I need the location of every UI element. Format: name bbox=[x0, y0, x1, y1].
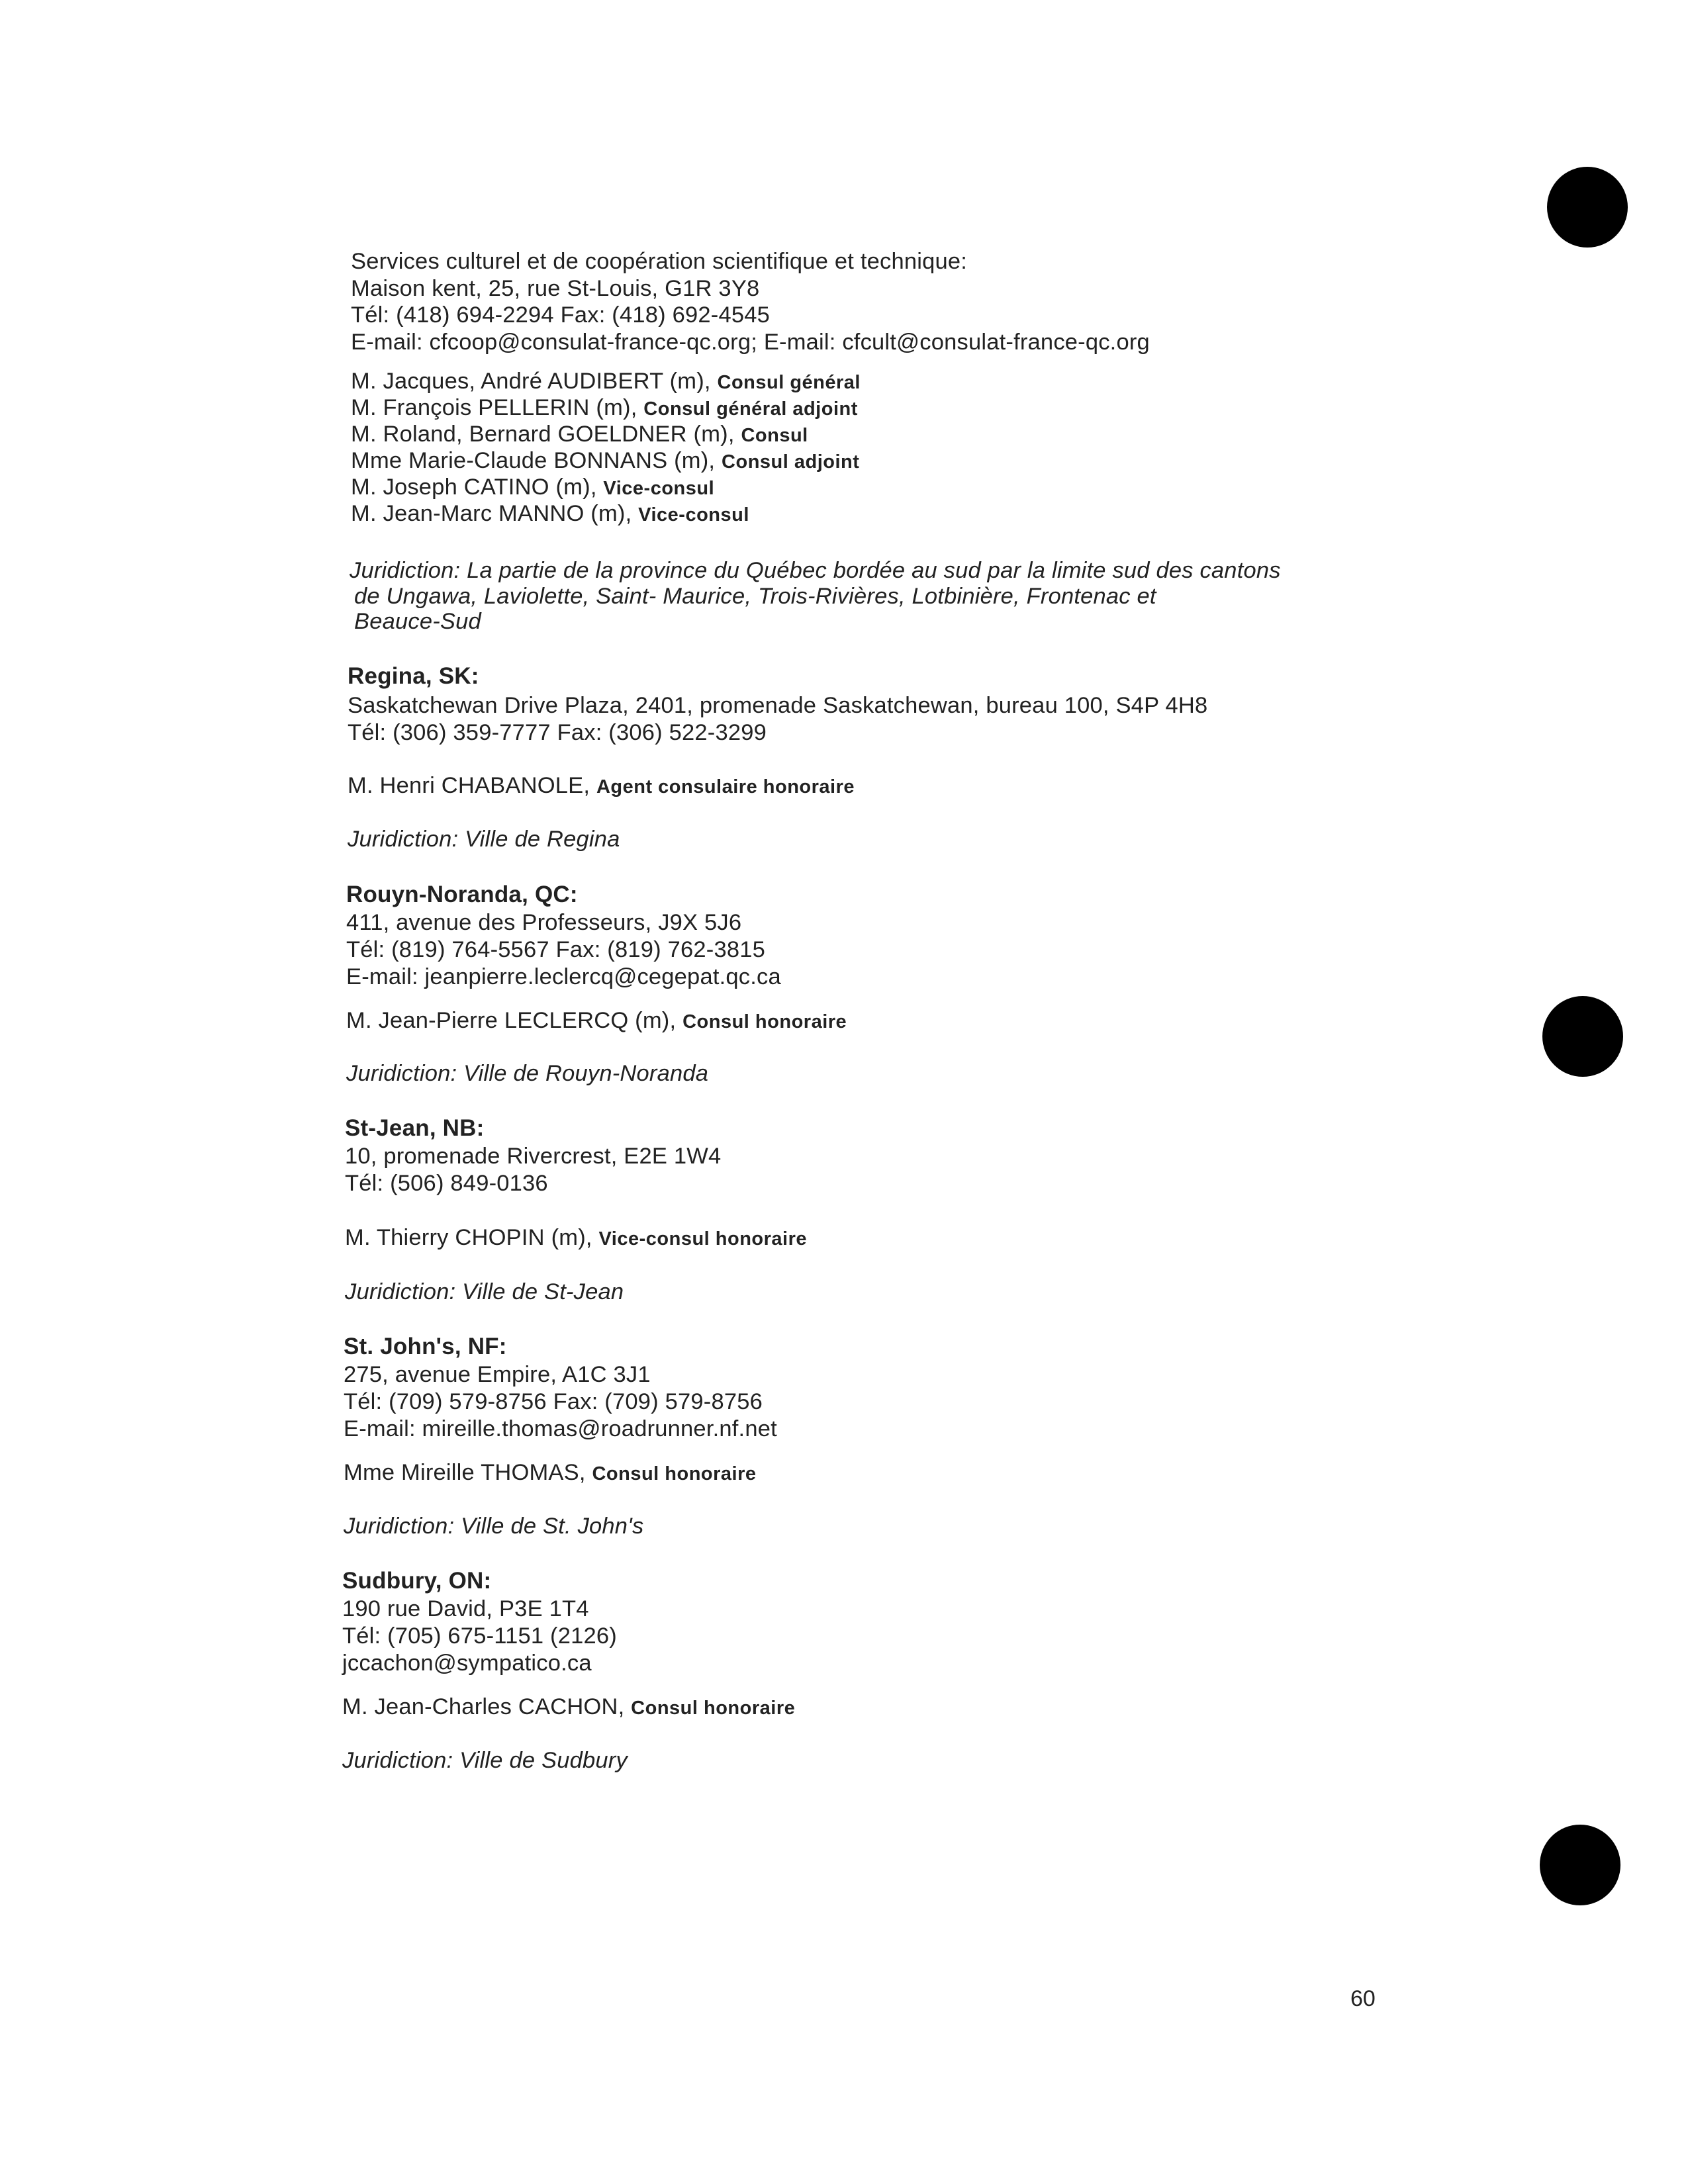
person-name: M. Jean-Charles CACHON, bbox=[342, 1694, 625, 1719]
person-name: M. Jean-Pierre LECLERCQ (m), bbox=[346, 1008, 677, 1033]
person-role: Consul honoraire bbox=[592, 1463, 757, 1484]
person-line bbox=[344, 1459, 757, 1487]
phone-line: Tél: (506) 849-0136 bbox=[345, 1171, 548, 1196]
person-name: Mme Mireille THOMAS, bbox=[344, 1460, 586, 1485]
person-role: Vice-consul honoraire bbox=[598, 1228, 808, 1250]
person-role: Consul honoraire bbox=[631, 1698, 796, 1719]
person-name: M. Roland, Bernard GOELDNER (m), bbox=[351, 422, 735, 447]
services-line: Services culturel et de coopération scientifique et technique: bbox=[351, 249, 968, 274]
person-name: M. Thierry CHOPIN (m), bbox=[345, 1225, 592, 1250]
person-name: M. Jean-Marc MANNO (m), bbox=[351, 501, 632, 526]
address-line: Saskatchewan Drive Plaza, 2401, promenade Saskatchewan, bureau 100, S4P 4H8 bbox=[348, 693, 1208, 718]
person-role: Agent consulaire honoraire bbox=[596, 776, 855, 797]
phone-line: Tél: (705) 675-1151 (2126) bbox=[342, 1623, 617, 1649]
person-line bbox=[351, 447, 859, 475]
jurisdiction-line: Juridiction: Ville de Rouyn-Noranda bbox=[346, 1061, 709, 1086]
email-line: jccachon@sympatico.ca bbox=[342, 1651, 592, 1676]
person-role: Consul adjoint bbox=[722, 451, 860, 473]
jurisdiction-line: Juridiction: Ville de St-Jean bbox=[345, 1279, 624, 1304]
phone-line: Tél: (306) 359-7777 Fax: (306) 522-3299 bbox=[348, 720, 767, 745]
person-name: M. Jacques, André AUDIBERT (m), bbox=[351, 369, 711, 394]
address-line: Maison kent, 25, rue St-Louis, G1R 3Y8 bbox=[351, 276, 760, 301]
email-line: E-mail: mireille.thomas@roadrunner.nf.net bbox=[344, 1416, 777, 1441]
person-line bbox=[342, 1694, 795, 1721]
punch-hole-middle bbox=[1542, 996, 1623, 1077]
section-heading-sudbury: Sudbury, ON: bbox=[342, 1568, 492, 1594]
person-role: Consul bbox=[741, 425, 808, 446]
phone-line: Tél: (709) 579-8756 Fax: (709) 579-8756 bbox=[344, 1389, 763, 1414]
section-heading-st-johns: St. John's, NF: bbox=[344, 1334, 507, 1359]
address-line: 411, avenue des Professeurs, J9X 5J6 bbox=[346, 910, 742, 935]
phone-line: Tél: (418) 694-2294 Fax: (418) 692-4545 bbox=[351, 302, 771, 328]
phone-line: Tél: (819) 764-5567 Fax: (819) 762-3815 bbox=[346, 937, 766, 962]
jurisdiction-line: de Ungawa, Laviolette, Saint- Maurice, Trois-Rivières, Lotbinière, Frontenac et bbox=[354, 584, 1156, 609]
person-line bbox=[351, 421, 808, 449]
jurisdiction-line: Beauce-Sud bbox=[354, 609, 481, 634]
jurisdiction-line: Juridiction: La partie de la province du Québec bordée au sud par la limite sud des cantons bbox=[350, 558, 1281, 583]
person-name: M. Henri CHABANOLE, bbox=[348, 773, 590, 798]
person-line bbox=[351, 394, 858, 422]
address-line: 10, promenade Rivercrest, E2E 1W4 bbox=[345, 1144, 722, 1169]
person-name: Mme Marie-Claude BONNANS (m), bbox=[351, 448, 716, 473]
person-role: Consul général bbox=[717, 372, 861, 393]
address-line: 275, avenue Empire, A1C 3J1 bbox=[344, 1362, 651, 1387]
email-line: E-mail: jeanpierre.leclercq@cegepat.qc.ca bbox=[346, 964, 781, 989]
jurisdiction-line: Juridiction: Ville de Sudbury bbox=[342, 1748, 628, 1773]
jurisdiction-line: Juridiction: Ville de Regina bbox=[348, 827, 620, 852]
address-line: 190 rue David, P3E 1T4 bbox=[342, 1596, 589, 1621]
person-name: M. François PELLERIN (m), bbox=[351, 395, 637, 420]
person-role: Vice-consul bbox=[638, 504, 749, 525]
person-role: Vice-consul bbox=[603, 478, 715, 499]
person-line bbox=[351, 368, 861, 396]
person-line bbox=[346, 1007, 847, 1035]
punch-hole-top bbox=[1547, 167, 1628, 248]
person-line bbox=[351, 500, 749, 528]
person-line bbox=[351, 474, 714, 502]
page-number: 60 bbox=[1350, 1986, 1376, 2011]
section-heading-regina: Regina, SK: bbox=[348, 663, 479, 689]
punch-hole-bottom bbox=[1540, 1825, 1620, 1905]
person-line bbox=[345, 1224, 807, 1252]
email-line: E-mail: cfcoop@consulat-france-qc.org; E-mail: cfcult@consulat-france-qc.org bbox=[351, 330, 1150, 355]
person-role: Consul général adjoint bbox=[643, 398, 858, 420]
person-name: M. Joseph CATINO (m), bbox=[351, 475, 597, 500]
section-heading-rouyn-noranda: Rouyn-Noranda, QC: bbox=[346, 882, 578, 907]
section-heading-st-jean: St-Jean, NB: bbox=[345, 1115, 485, 1141]
person-role: Consul honoraire bbox=[682, 1011, 847, 1032]
jurisdiction-line: Juridiction: Ville de St. John's bbox=[344, 1514, 644, 1539]
person-line bbox=[348, 772, 855, 800]
